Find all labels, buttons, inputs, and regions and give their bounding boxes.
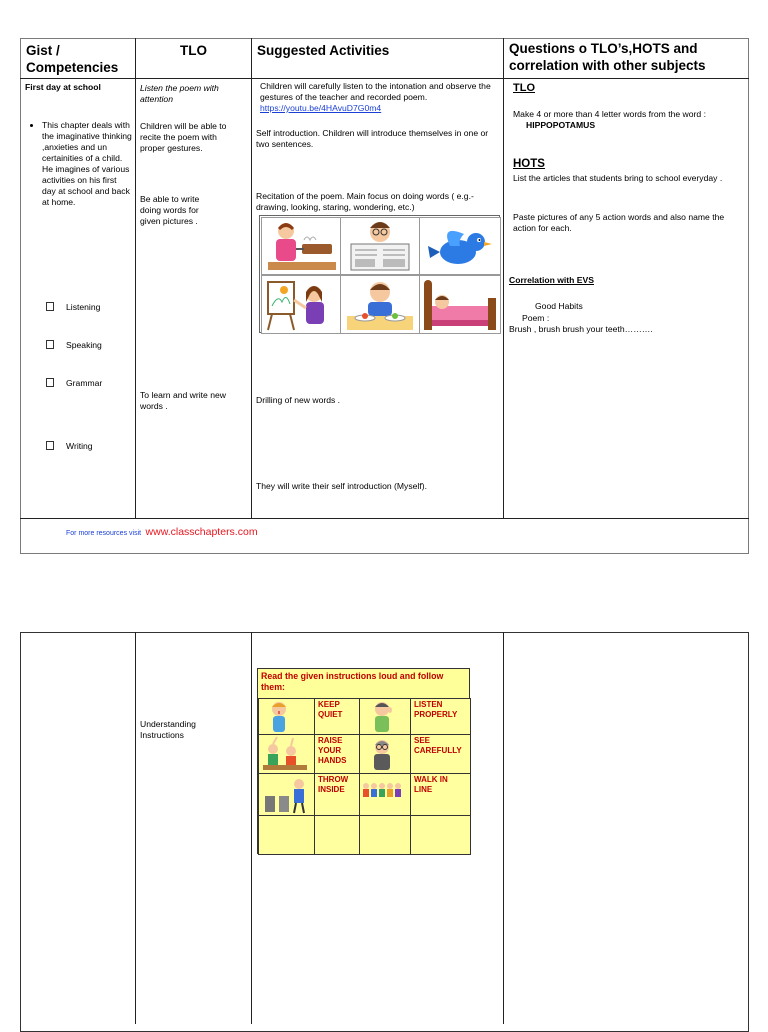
- activity-recitation: Recitation of the poem. Main focus on doing words ( e.g.- drawing, looking, staring, wondering, etc.): [256, 191, 474, 212]
- evs-section-title: Correlation with EVS: [509, 275, 594, 285]
- sleeping-picture: [419, 275, 501, 334]
- instruction-raise-hands: RAISE YOUR HANDS: [318, 736, 347, 765]
- instr-text-cell-2: [410, 698, 471, 735]
- instr-text-cell-6: [410, 773, 471, 816]
- tlo-question: Make 4 or more than 4 letter words from the word :: [513, 109, 706, 119]
- instr-img-cell-3: [258, 734, 315, 774]
- instruction-see-carefully: SEE CAREFULLY: [414, 736, 462, 755]
- eating-picture: [340, 275, 420, 334]
- instruction-keep-quiet: KEEP QUIET: [318, 700, 343, 719]
- activity-writing: They will write their self introduction (Myself).: [256, 481, 427, 491]
- instructions-box: [257, 668, 470, 854]
- header-divider: [20, 78, 749, 79]
- tlo-new-words: To learn and write new words .: [140, 390, 226, 411]
- t2-col-divider-1: [135, 632, 136, 1024]
- col-divider-2: [251, 38, 252, 518]
- skill-listening: Listening: [46, 302, 100, 313]
- instr-text-cell-5: [314, 773, 360, 816]
- instr-text-cell-1: [314, 698, 360, 735]
- header-tlo: TLO: [180, 43, 207, 58]
- instr-empty-cell-4: [410, 815, 471, 855]
- header-activities: Suggested Activities: [257, 43, 390, 58]
- activity-drilling: Drilling of new words .: [256, 395, 341, 405]
- instr-img-cell-2: [359, 698, 411, 735]
- instr-img-cell-6: [359, 773, 411, 816]
- instr-empty-cell-1: [258, 815, 315, 855]
- col-divider-3: [503, 38, 504, 518]
- tlo-doing-words: Be able to write doing words for given pictures .: [140, 194, 200, 226]
- activity-listen: Children will carefully listen to the intonation and observe the gestures of the teacher and recorded poem. https://youtu.be/4HAvuD7G0m4: [260, 81, 491, 113]
- t2-col-divider-2: [251, 632, 252, 1024]
- drawing-picture: [261, 275, 341, 334]
- evs-poem-title: Good Habits: [535, 301, 583, 311]
- instruction-listen-properly: LISTEN PROPERLY: [414, 700, 458, 719]
- instructions-title: Read the given instructions loud and follow them:: [261, 671, 444, 692]
- resources-footer: [66, 522, 258, 540]
- hots-question-1: List the articles that students bring to school everyday .: [513, 173, 723, 183]
- reading-newspaper-picture: [340, 217, 420, 275]
- instr-img-cell-4: [359, 734, 411, 774]
- instr-empty-cell-2: [314, 815, 360, 855]
- header-gist: Gist / Competencies: [26, 43, 119, 75]
- chapter-title: First day at school: [25, 82, 101, 92]
- tlo-word: HIPPOPOTAMUS: [526, 120, 596, 130]
- footer-prefix: For more resources visit: [66, 530, 142, 537]
- activity-self-intro: Self introduction. Children will introduce themselves in one or two sentences.: [256, 128, 489, 149]
- evs-poem-label: Poem :: [522, 313, 550, 323]
- instruction-walk-in-line: WALK IN LINE: [414, 775, 448, 794]
- hots-section-title: HOTS: [513, 158, 545, 170]
- instr-empty-cell-3: [359, 815, 411, 855]
- instruction-throw-inside: THROW INSIDE: [318, 775, 349, 794]
- tlo-understanding-instructions: Understanding Instructions: [140, 719, 196, 740]
- action-pictures-grid: [259, 215, 500, 333]
- poem-video-link[interactable]: https://youtu.be/4HAvuD7G0m4: [260, 103, 382, 113]
- instr-img-cell-1: [258, 698, 315, 735]
- tlo-section-title: TLO: [513, 82, 535, 94]
- tlo-listen: Listen the poem with attention: [140, 83, 219, 104]
- cooking-picture: [261, 217, 341, 275]
- chapter-summary: [42, 120, 132, 208]
- evs-poem-line: Brush , brush brush your teeth……….: [509, 324, 653, 334]
- summary-bullet: • This chapter deals with the imaginative thinking ,anxieties and un certainities of a child. He imagines of various activities on his first day at school and back at home.: [42, 120, 132, 208]
- instr-text-cell-4: [410, 734, 471, 774]
- skill-grammar: Grammar: [46, 378, 102, 389]
- flying-bird-picture: [419, 217, 501, 275]
- skill-writing: Writing: [46, 441, 93, 452]
- t2-col-divider-3: [503, 632, 504, 1024]
- col-divider-1: [135, 38, 136, 518]
- footer-site-link[interactable]: www.classchapters.com: [145, 526, 258, 538]
- tlo-recite: Children will be able to recite the poem with proper gestures.: [140, 121, 227, 153]
- skill-speaking: Speaking: [46, 340, 102, 351]
- hots-question-2: Paste pictures of any 5 action words and also name the action for each.: [513, 212, 725, 233]
- instr-img-cell-5: [258, 773, 315, 816]
- header-questions: Questions o TLO’s,HOTS and correlation with other subjects: [509, 41, 706, 73]
- table1-bottom: [20, 518, 749, 519]
- instr-text-cell-3: [314, 734, 360, 774]
